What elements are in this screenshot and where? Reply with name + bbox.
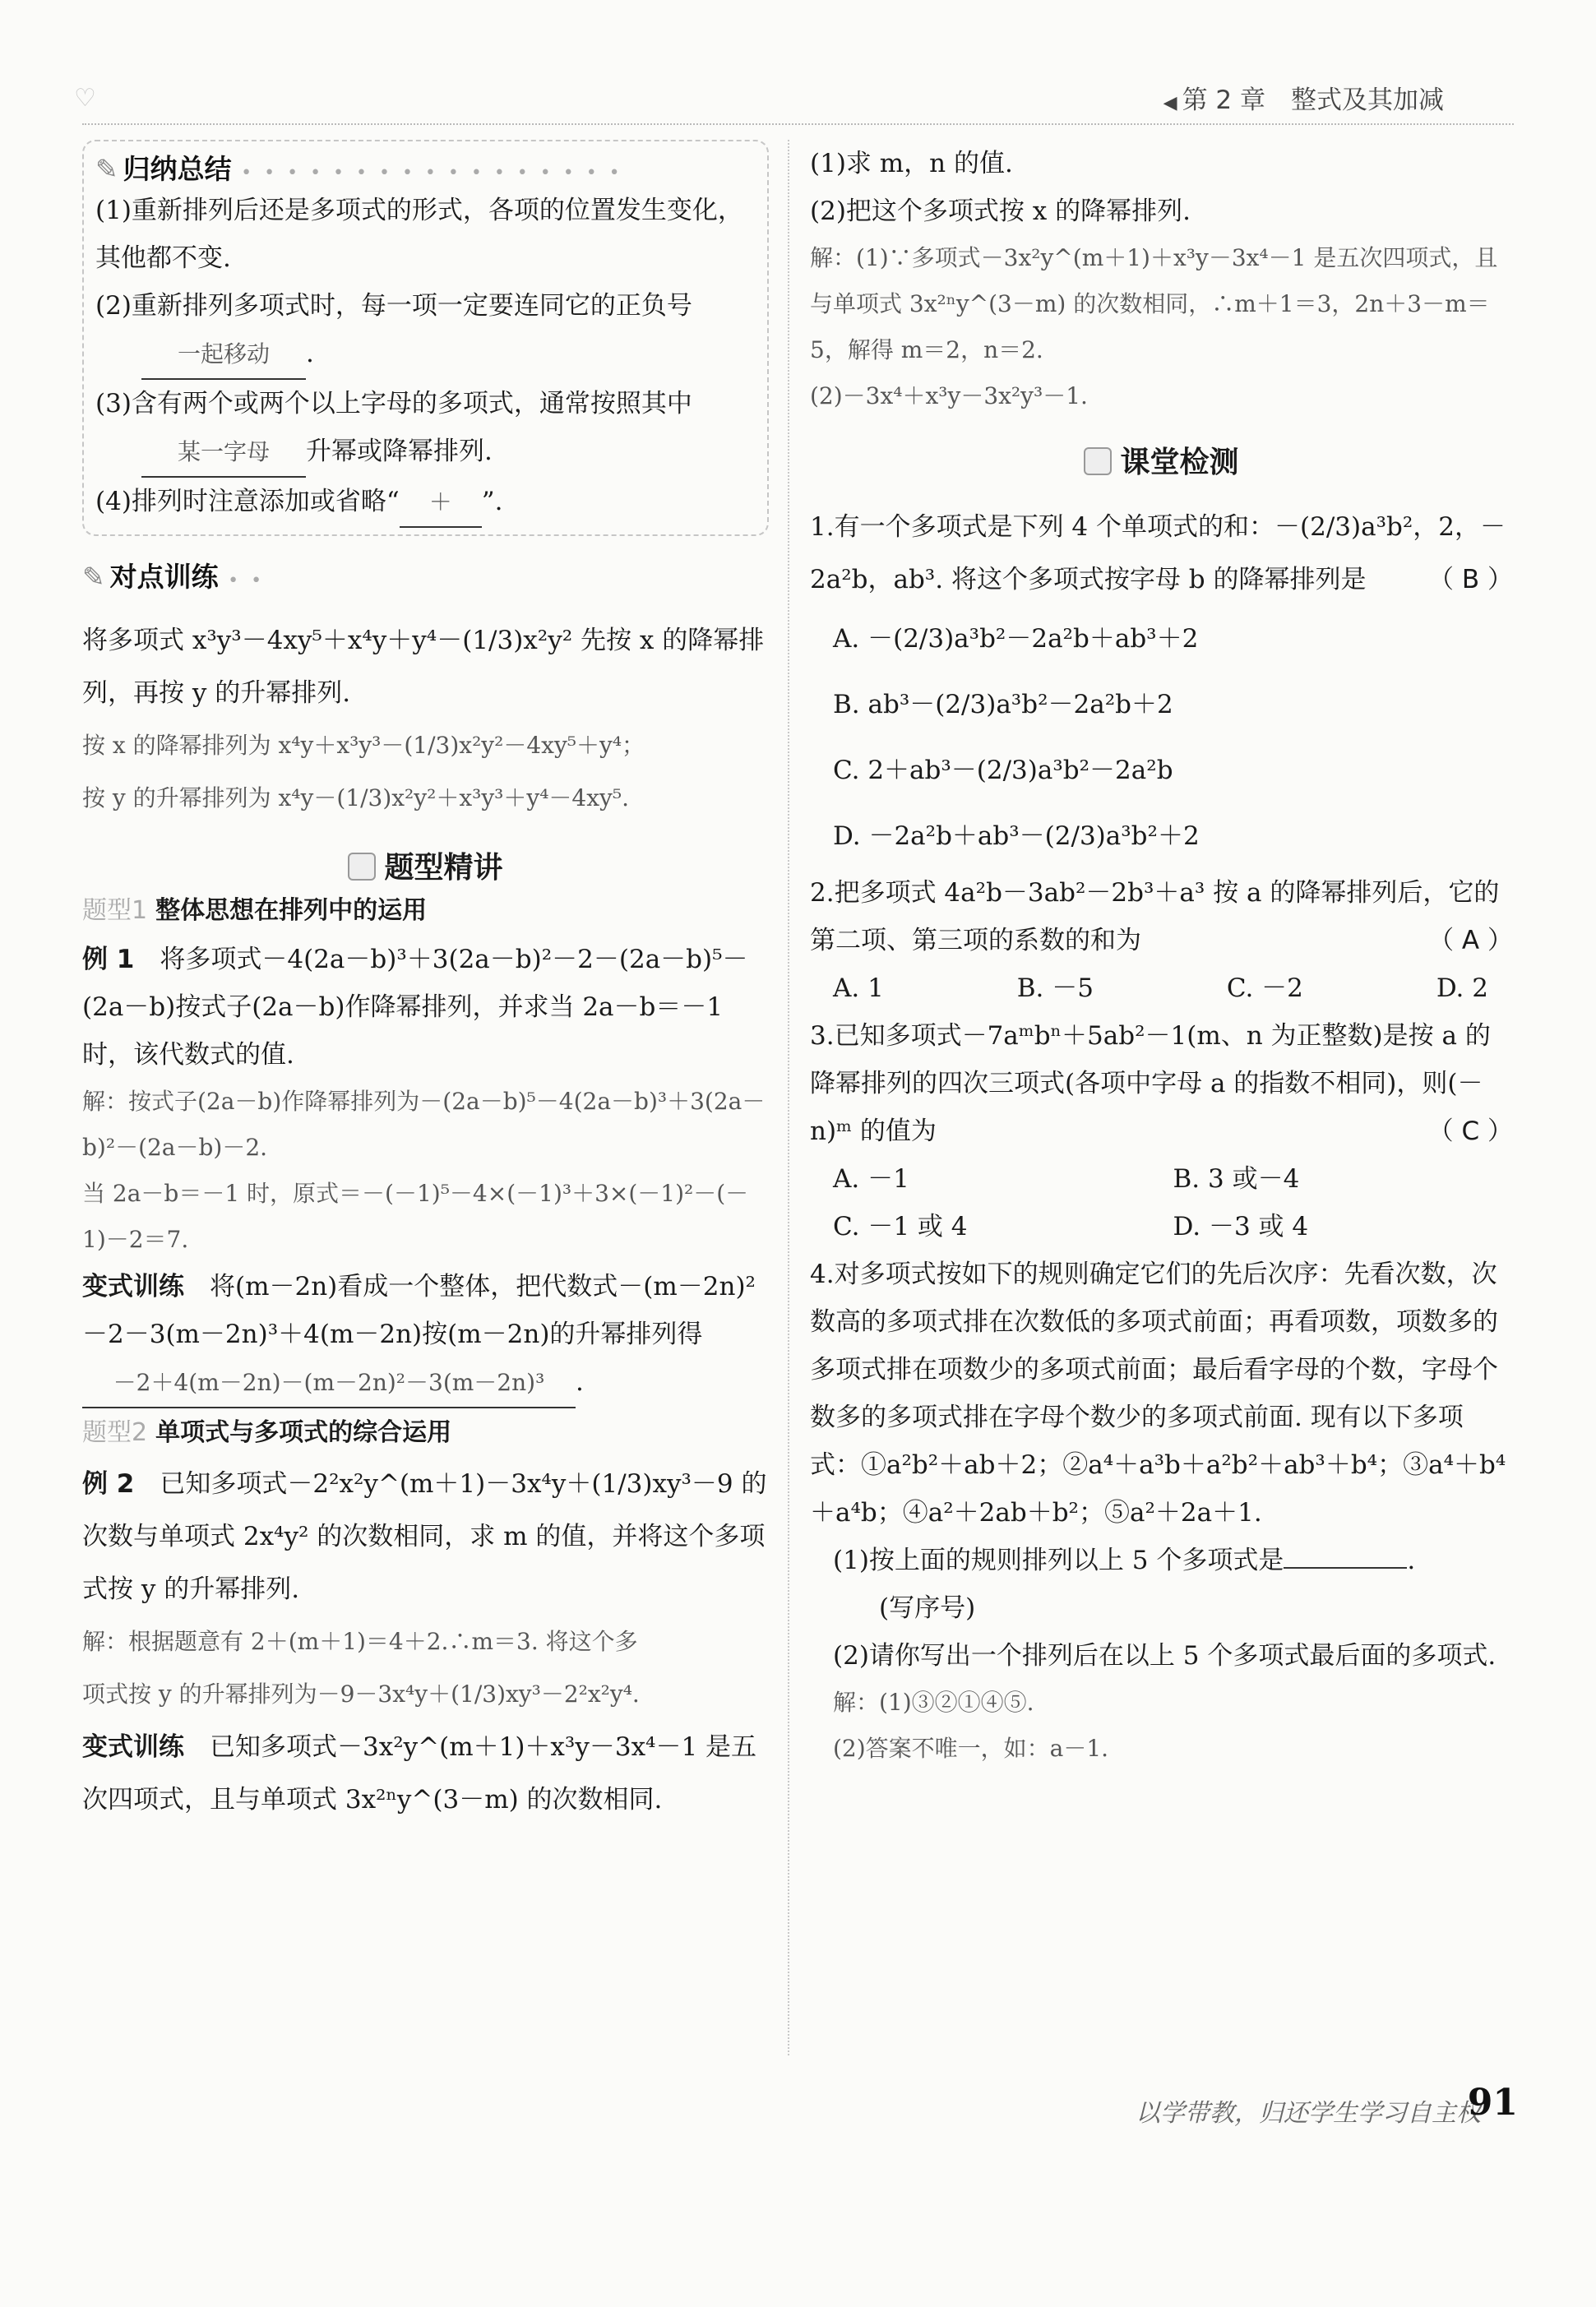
summary-heading: ✎ 归纳总结 • • • • • • • • • • • • • • • • •	[95, 153, 623, 185]
example-2: 例 2 已知多项式－2²x²y^(m＋1)－3x⁴y＋(1/3)xy³－9 的次数与单项式 2x⁴y² 的次数相同，求 m 的值，并将这个多项式按 y 的升幂排列.	[82, 1469, 767, 1604]
example-2-solution-2: 项式按 y 的升幂排列为－9－3x⁴y＋(1/3)xy³－2²x²y⁴.	[82, 1681, 640, 1708]
practice-heading: ✎ 对点训练 • •	[82, 561, 266, 593]
summary-box	[82, 140, 769, 536]
check-q2: 2.把多项式 4a²b－3ab²－2b³＋a³ 按 a 的降幂排列后，它的第二项、第三项的系数的和为 （ A ）	[810, 869, 1513, 964]
option: B. －5	[1016, 973, 1094, 1003]
section-icon	[1084, 447, 1112, 475]
check-q1-options	[810, 606, 1513, 869]
variant-2-q1: (1)求 m，n 的值.	[810, 149, 1013, 178]
practice-answer-1: 按 x 的降幂排列为 x⁴y＋x³y³－(1/3)x²y²－4xy⁵＋y⁴；	[82, 732, 645, 759]
variant-2-solution-2: (2)－3x⁴＋x³y－3x²y³－1.	[810, 382, 1088, 409]
page-header	[74, 74, 1514, 125]
practice-question: 将多项式 x³y³－4xy⁵＋x⁴y＋y⁴－(1/3)x²y² 先按 x 的降幂排列，再按 y 的升幂排列.	[82, 626, 765, 708]
page-number: 91	[1467, 2082, 1518, 2124]
check-q3-answer: （ C ）	[1427, 1117, 1513, 1146]
practice-answer-2: 按 y 的升幂排列为 x⁴y－(1/3)x²y²＋x³y³＋y⁴－4xy⁵.	[82, 784, 629, 811]
check-q4-solution-1: 解：(1)③②①④⑤.	[833, 1689, 1034, 1716]
left-column	[82, 140, 769, 1826]
check-q2-options	[810, 964, 1513, 1012]
check-q4-sub1: (1)按上面的规则排列以上 5 个多项式是 . (写序号)	[833, 1546, 1416, 1623]
check-q4-solution-2: (2)答案不唯一，如：a－1.	[833, 1735, 1109, 1762]
type1-label: 题型1	[82, 896, 148, 925]
check-q1-answer: （ B ）	[1428, 565, 1513, 594]
summary-item-4: (4)排列时注意添加或省略“ ＋ ”.	[95, 478, 756, 528]
option: A. －(2/3)a³b²－2a²b＋ab³＋2	[833, 624, 1199, 654]
option: D. 2	[1436, 973, 1488, 1003]
column-divider	[788, 140, 789, 2055]
variant-2-solution-1: 解：(1)∵多项式－3x²y^(m＋1)＋x³y－3x⁴－1 是五次四项式，且与单项式 3x²ⁿy^(3－m) 的次数相同，∴m＋1＝3，2n＋3－m＝5，解得 m＝2，n＝2.	[810, 244, 1498, 363]
option: A. －1	[833, 1164, 909, 1194]
section-icon	[348, 853, 376, 881]
chapter-title: ◀ 第 2 章 整式及其加减	[1163, 86, 1444, 115]
example-2-solution-1: 解：根据题意有 2＋(m＋1)＝4＋2.∴m＝3. 将这个多	[82, 1628, 638, 1655]
summary-blank-4: ＋	[400, 479, 482, 528]
pen-icon: ✎	[82, 561, 105, 593]
option: C. 2＋ab³－(2/3)a³b²－2a²b	[833, 756, 1173, 785]
summary-item-3: (3)含有两个或两个以上字母的多项式，通常按照其中 某一字母 升幂或降幂排列.	[95, 380, 756, 478]
check-q4-blank	[1284, 1567, 1407, 1569]
variant-1: 变式训练 将(m－2n)看成一个整体，把代数式－(m－2n)²－2－3(m－2n)³＋4(m－2n)按(m－2n)的升幂排列得－2＋4(m－2n)－(m－2n)²－3(m－2n)³ .	[82, 1263, 769, 1408]
check-q4-sub2: (2)请你写出一个排列后在以上 5 个多项式最后面的多项式.	[833, 1641, 1497, 1671]
option: C. －2	[1226, 973, 1303, 1003]
footer-slogan: 以学带教，归还学生学习自主权	[1136, 2099, 1481, 2128]
summary-item-1: (1)重新排列后还是多项式的形式，各项的位置发生变化，其他都不变.	[95, 196, 743, 273]
check-q3: 3.已知多项式－7aᵐbⁿ＋5ab²－1(m、n 为正整数)是按 a 的降幂排列的四次三项式(各项中字母 a 的指数不相同)，则(－n)ᵐ 的值为 （ C ）	[810, 1012, 1513, 1155]
option: B. 3 或－4	[1173, 1164, 1300, 1194]
variant-2-q2: (2)把这个多项式按 x 的降幂排列.	[810, 196, 1191, 226]
option: C. －1 或 4	[833, 1212, 968, 1241]
example-1-solution-1: 解：按式子(2a－b)作降幂排列为－(2a－b)⁵－4(2a－b)³＋3(2a－b)²－(2a－b)－2.	[82, 1088, 766, 1161]
option: D. －3 或 4	[1173, 1212, 1309, 1241]
option: A. 1	[833, 973, 884, 1003]
check-q2-answer: （ A ）	[1428, 926, 1513, 955]
variant-2: 变式训练 已知多项式－3x²y^(m＋1)＋x³y－3x⁴－1 是五次四项式，且与单项式 3x²ⁿy^(3－m) 的次数相同.	[82, 1732, 757, 1815]
type2-label: 题型2	[82, 1418, 148, 1447]
summary-blank-3: 某一字母	[141, 428, 306, 478]
summary-item-2: (2)重新排列多项式时，每一项一定要连同它的正负号 一起移动 .	[95, 282, 756, 380]
check-q4: 4.对多项式按如下的规则确定它们的先后次序：先看次数，次数高的多项式排在次数低的多项式前面；再看项数，项数多的多项式排在项数少的多项式前面；最后看字母的个数，字母个数多的多项式排在字母个数少的多项式前面. 现有以下多项式：①a²b²＋ab＋2；②a⁴＋a³b＋a²b²＋ab³＋b⁴；③a⁴＋b⁴＋a⁴b；④a²＋2ab＋b²；⑤a²＋2a＋1.	[810, 1260, 1506, 1528]
lightbulb-icon: ♡	[74, 84, 96, 113]
variant-1-blank: －2＋4(m－2n)－(m－2n)²－3(m－2n)³	[82, 1359, 576, 1408]
type1-heading: 题型1 整体思想在排列中的运用	[82, 896, 428, 925]
check-q1: 1.有一个多项式是下列 4 个单项式的和：－(2/3)a³b²，2，－2a²b，ab³. 将这个多项式按字母 b 的降幂排列是 （ B ）	[810, 501, 1513, 606]
example-1-solution-2: 当 2a－b＝－1 时，原式＝－(－1)⁵－4×(－1)³＋3×(－1)²－(－1)－2＝7.	[82, 1180, 749, 1253]
option: D. －2a²b＋ab³－(2/3)a³b²＋2	[833, 821, 1200, 851]
types-heading: 题型精讲	[82, 844, 769, 886]
pencil-icon: ✎	[95, 153, 118, 185]
triangle-left-icon: ◀	[1163, 93, 1177, 113]
option: B. ab³－(2/3)a³b²－2a²b＋2	[833, 690, 1173, 719]
summary-blank-2: 一起移动	[141, 331, 306, 380]
check-q3-options	[810, 1155, 1513, 1251]
right-column	[810, 140, 1513, 1772]
example-1: 例 1 将多项式－4(2a－b)³＋3(2a－b)²－2－(2a－b)⁵－(2a－b)按式子(2a－b)作降幂排列，并求当 2a－b＝－1 时，该代数式的值.	[82, 945, 748, 1070]
check-heading: 课堂检测	[810, 439, 1513, 481]
type2-heading: 题型2 单项式与多项式的综合运用	[82, 1418, 452, 1447]
